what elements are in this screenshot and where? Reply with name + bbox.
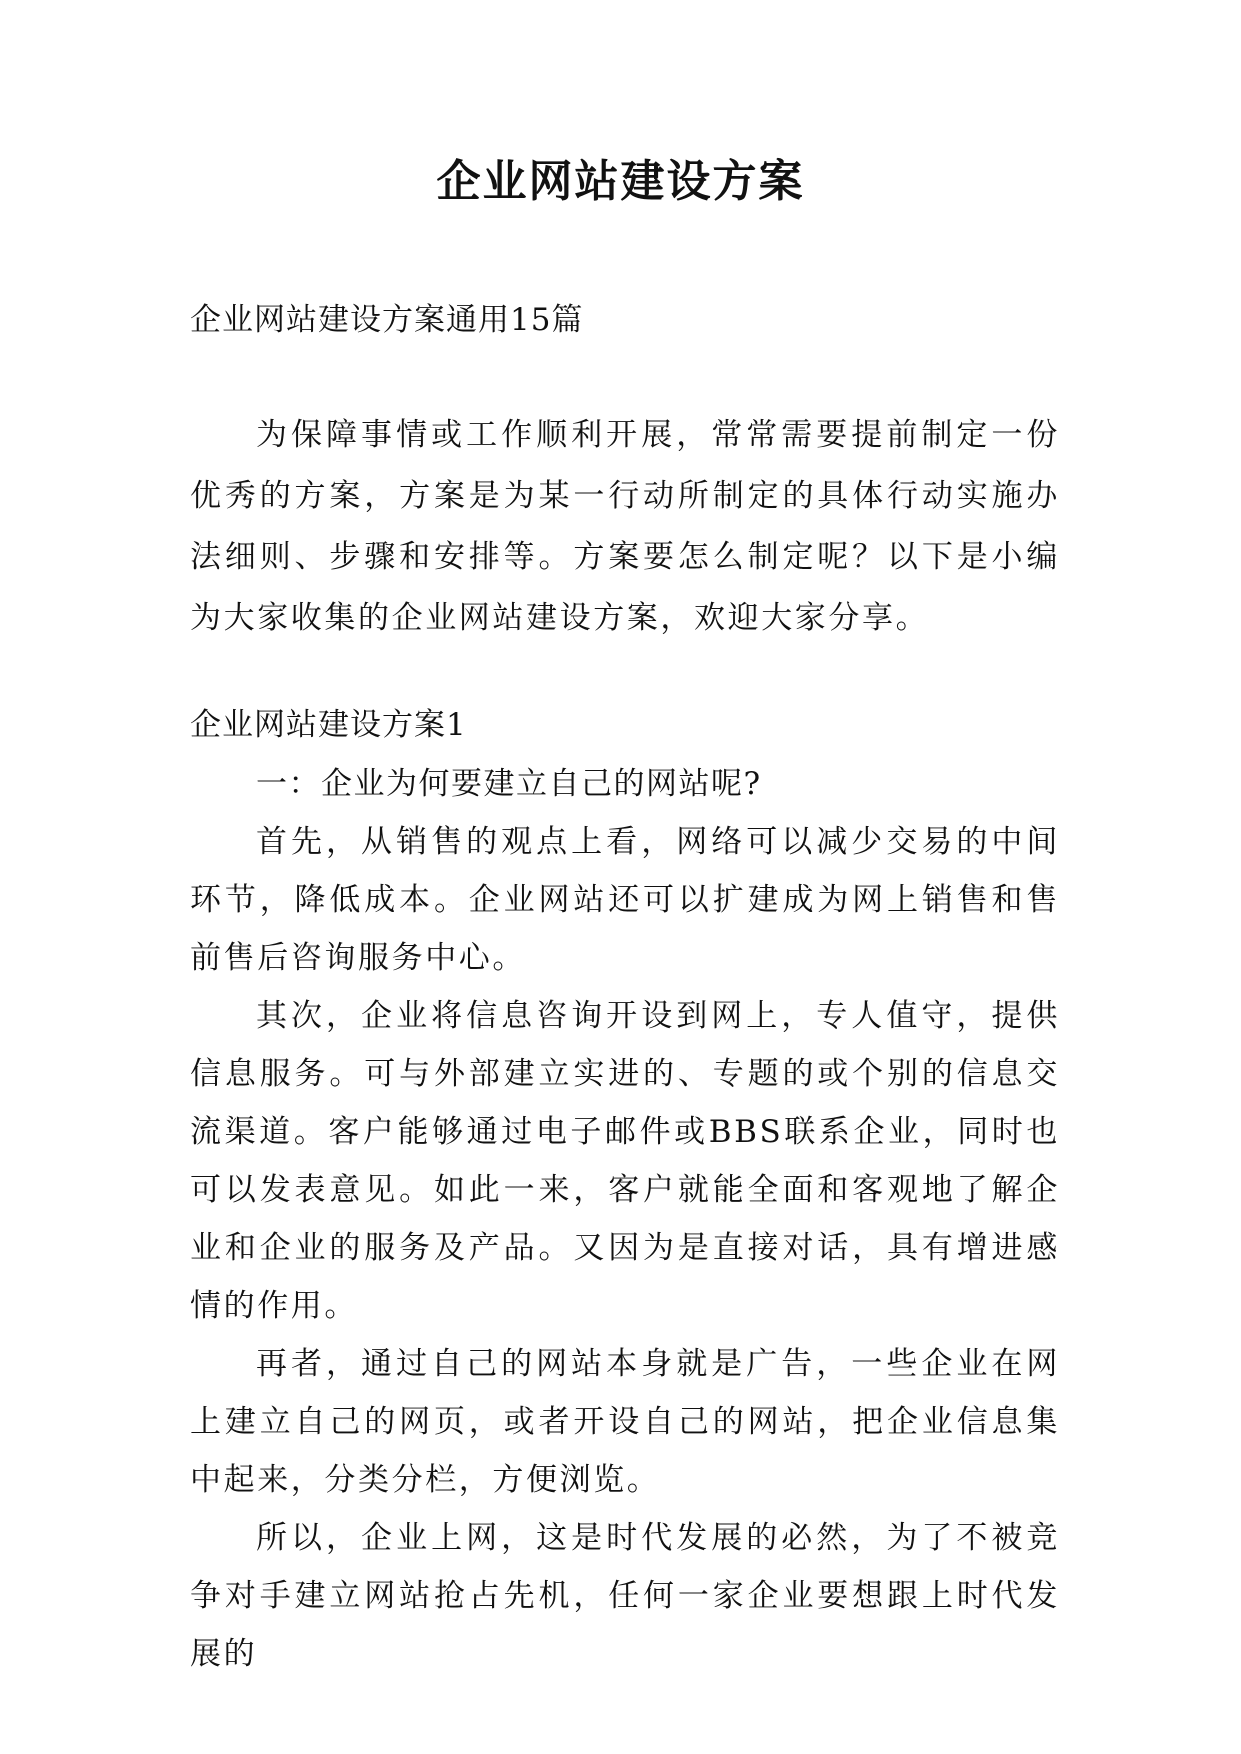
- body-paragraph-question: 一：企业为何要建立自己的网站呢?: [256, 766, 762, 802]
- document-subtitle: 企业网站建设方案通用15篇: [190, 302, 584, 338]
- section-1: [190, 695, 1070, 1683]
- body-paragraph-first: 首先，从销售的观点上看，网络可以减少交易的中间环节，降低成本。企业网站还可以扩建成为网上销售和售前售后咨询服务中心。: [190, 824, 1060, 976]
- body-paragraph-second: 其次，企业将信息咨询开设到网上，专人值守，提供信息服务。可与外部建立实进的、专题的或个别的信息交流渠道。客户能够通过电子邮件或BBS联系企业，同时也可以发表意见。如此一来，客户就能全面和客观地了解企业和企业的服务及产品。又因为是直接对话，具有增进感情的作用。: [190, 998, 1060, 1324]
- body-paragraph-third: 再者，通过自己的网站本身就是广告，一些企业在网上建立自己的网页，或者开设自己的网站，把企业信息集中起来，分类分栏，方便浏览。: [190, 1346, 1060, 1498]
- section-heading: 企业网站建设方案1: [190, 707, 467, 743]
- intro-paragraph: 为保障事情或工作顺利开展，常常需要提前制定一份优秀的方案，方案是为某一行动所制定的具体行动实施办法细则、步骤和安排等。方案要怎么制定呢？以下是小编为大家收集的企业网站建设方案，欢迎大家分享。: [190, 417, 1060, 636]
- body-paragraph-fourth: 所以，企业上网，这是时代发展的必然，为了不被竞争对手建立网站抢占先机，任何一家企业要想跟上时代发展的: [190, 1520, 1060, 1672]
- document-title: 企业网站建设方案: [436, 156, 805, 207]
